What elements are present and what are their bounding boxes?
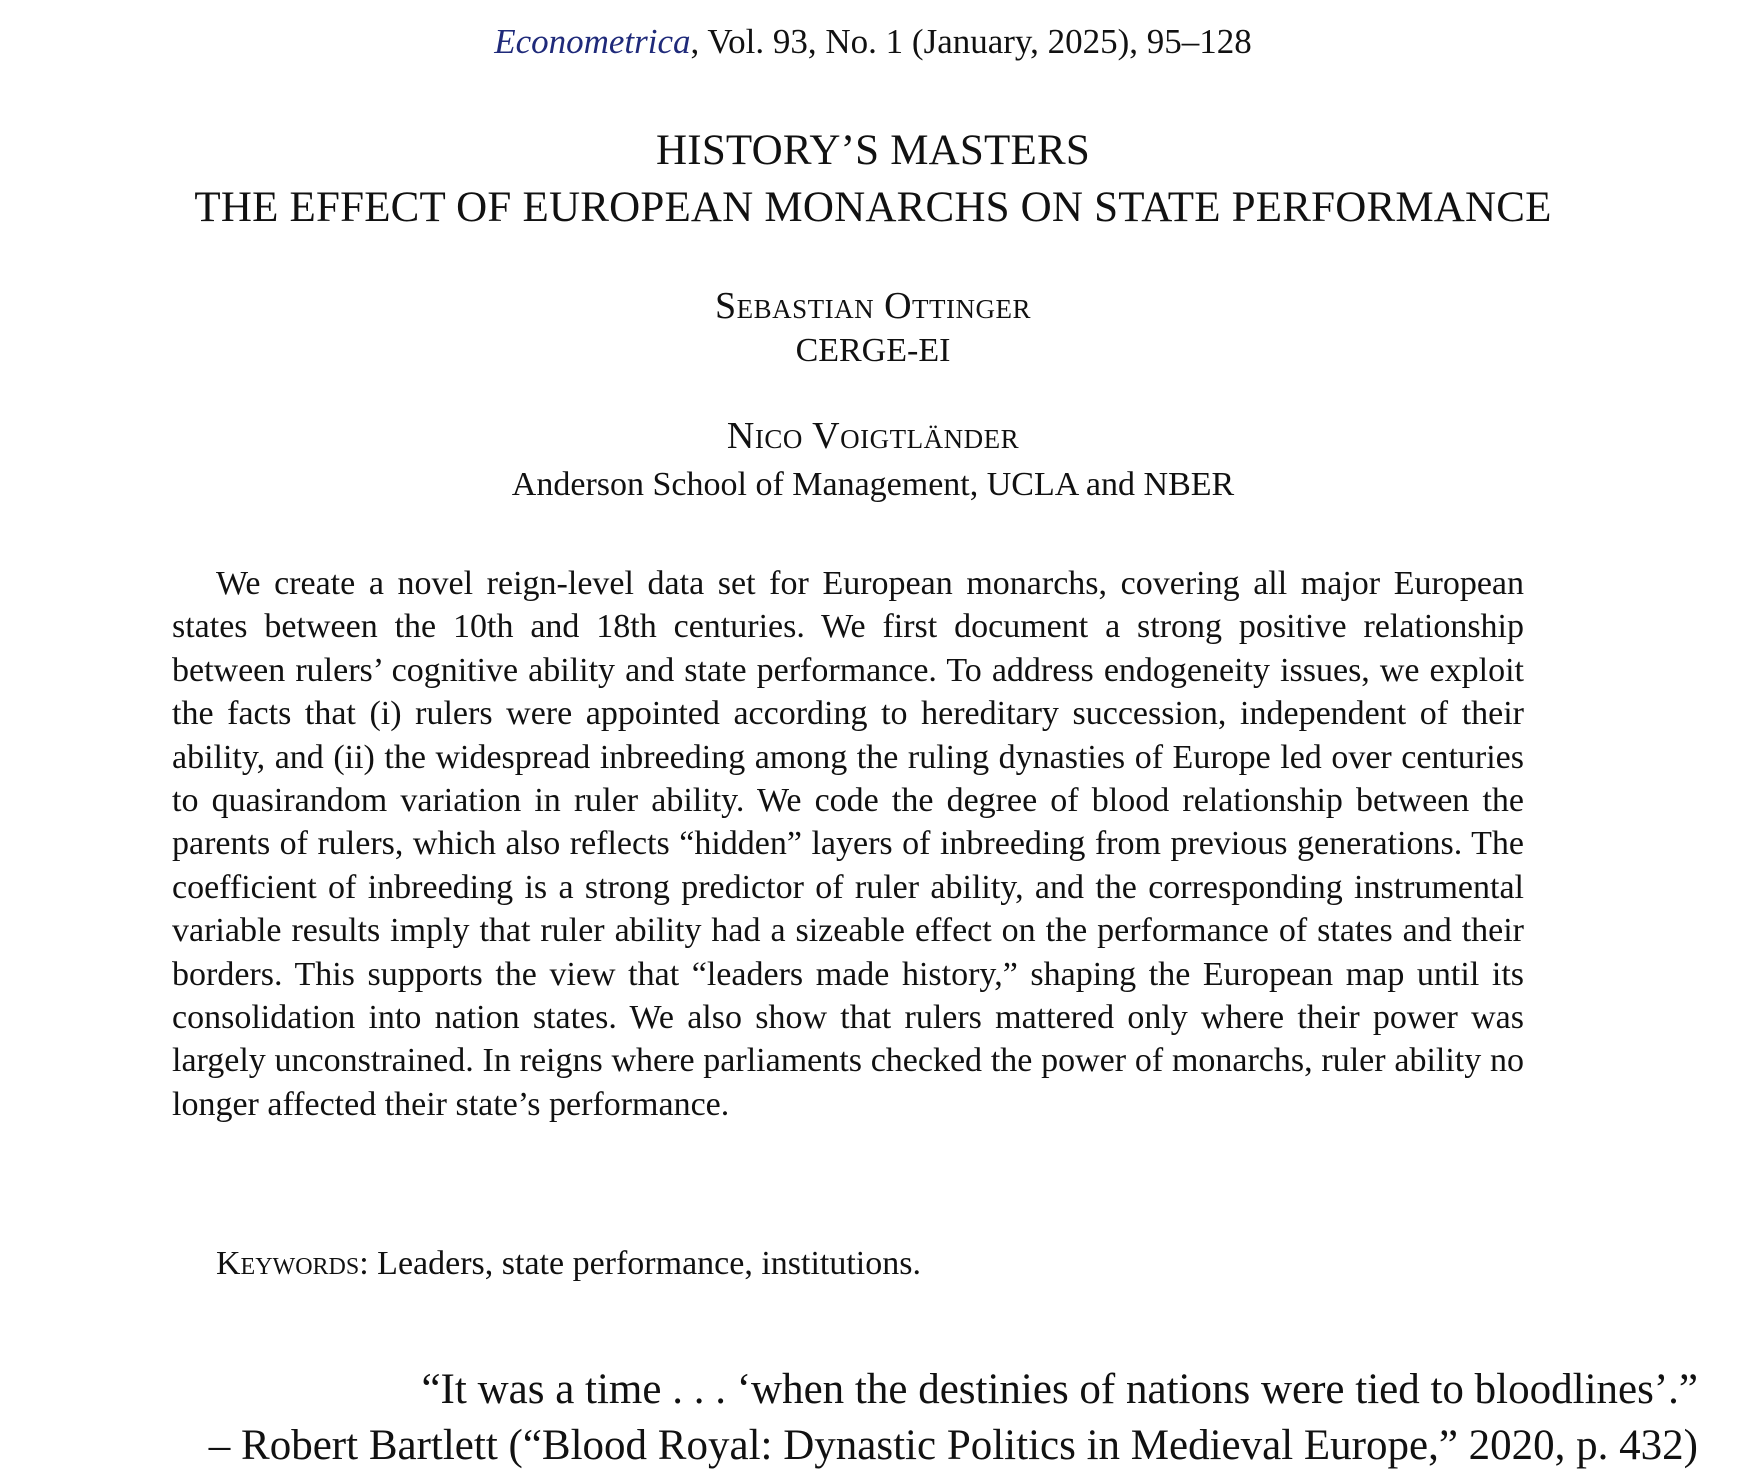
paper-title xyxy=(0,122,1746,236)
volume-issue-pages: , Vol. 93, No. 1 (January, 2025), 95–128 xyxy=(690,22,1252,61)
epigraph xyxy=(209,1362,1698,1474)
title-line-1: HISTORY’S MASTERS xyxy=(656,127,1090,174)
author-1-affiliation: CERGE-EI xyxy=(795,332,951,369)
epigraph-quote: “It was a time . . . ‘when the destinies of nations were tied to bloodlines’.” xyxy=(421,1366,1698,1413)
keywords-text: Leaders, state performance, institutions. xyxy=(368,1245,921,1282)
abstract: We create a novel reign-level data set for European monarchs, covering all major European states between the 10th and 18th centuries. We first document a strong positive relationship between rulers’ cognitive ability and state performance. To address endogeneity issues, we exploit the facts that (i) rulers were appointed according to hereditary succession, independent of their ability, and (ii) the widespread inbreeding among the ruling dynasties of Europe led over centuries to quasirandom variation in ruler ability. We code the degree of blood relationship between the parents of rulers, which also reflects “hidden” layers of inbreeding from previous generations. The coefficient of inbreeding is a strong predictor of ruler ability, and the corresponding instrumental variable results imply that ruler ability had a sizeable effect on the performance of states and their borders. This supports the view that “leaders made history,” shaping the European map until its consolidation into nation states. We also show that rulers mattered only where their power was largely unconstrained. In reigns where parliaments checked the power of monarchs, ruler ability no longer affected their state’s performance. xyxy=(172,565,1524,1123)
author-2-name: Nico Voigtländer xyxy=(726,415,1020,457)
journal-name: Econometrica xyxy=(494,22,691,61)
journal-citation xyxy=(0,20,1746,64)
author-1-name: Sebastian Ottinger xyxy=(714,285,1032,327)
author-2-affiliation: Anderson School of Management, UCLA and NBER xyxy=(511,466,1235,503)
title-line-2: THE EFFECT OF EUROPEAN MONARCHS ON STATE PERFORMANCE xyxy=(194,184,1552,231)
epigraph-attribution: – Robert Bartlett (“Blood Royal: Dynastic Politics in Medieval Europe,” 2020, p. 432) xyxy=(208,1422,1698,1469)
keywords-label: Keywords: xyxy=(216,1245,369,1282)
keywords xyxy=(216,1242,921,1286)
